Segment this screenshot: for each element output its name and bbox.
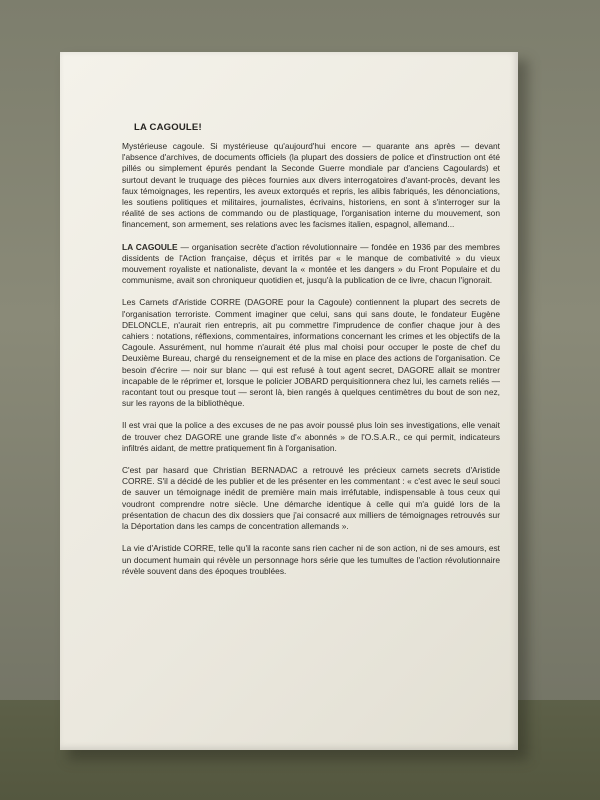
paragraph-1: Mystérieuse cagoule. Si mystérieuse qu'aujourd'hui encore — quarante ans après — devant l'absence d'archives, de documents officiels (la plupart des dossiers de police et d'instruction ont été pillés ou simplement épurés pendant la Seconde Guerre mondiale par d'anciens Cagoulards) et surtout devant le truquage des pièces fournies aux divers interrogatoires d'avant-procès, devant les faux témoignages, les repentirs, les aveux extorqués et repris, les alibis fabriqués, les dénonciations, les soutiens politiques et militaires, journalistes, écrivains, historiens, en sont à s'interroger sur la réalité de ses actions de commando ou de plastiquage, l'organisation interne du mouvement, son financement, son armement, ses relations avec les facismes italien, espagnol, allemand... [122,141,500,230]
cover-title: LA CAGOULE! [134,122,202,133]
paragraph-4: Il est vrai que la police a des excuses de ne pas avoir poussé plus loin ses investigations, elle venait de trouver chez DAGORE une grande liste d'« abonnés » de l'O.S.A.R., ce qui permit, indicateurs infiltrés aidant, de mettre pratiquement fin à l'organisation. [122,420,500,453]
paragraph-5: C'est par hasard que Christian BERNADAC a retrouvé les précieux carnets secrets d'Aristide CORRE. S'il a décidé de les publier et de les présenter en les commentant : « c'est avec le seul souci de sauver un témoignage inédit de première main mais irréfutable, indispensable à tous ceux qui voudront comprendre notre siècle. Une démarche identique à celle qui m'a guidé lors de la présentation de chacun des dix dossiers que j'ai consacré aux milliers de témoignages retrouvés sur la Déportation dans les camps de concentration allemands ». [122,465,500,532]
paragraph-6: La vie d'Aristide CORRE, telle qu'il la raconte sans rien cacher ni de son action, ni de ses amours, est un document humain qui révèle un personnage hors série que les tumultes de l'action révolutionnaire révèle souvent dans des époques troublées. [122,543,500,576]
paragraph-2: LA CAGOULE — organisation secrète d'action révolutionnaire — fondée en 1936 par des membres dissidents de l'Action française, déçus et irrités par « le manque de combativité » du vieux mouvement royaliste et nationaliste, devant la « montée et les dangers » du Front Populaire et du communisme, avait son chroniqueur quotidien et, jusqu'à la publication de ce livre, chacun l'ignorait. [122,241,500,286]
back-cover-text [76,72,506,732]
paragraph-3: Les Carnets d'Aristide CORRE (DAGORE pour la Cagoule) contiennent la plupart des secrets de l'organisation terroriste. Comment imaginer que celui, sans qui sans doute, le fondateur Eugène DELONCLE, n'aurait rien entrepris, ait pu commettre l'imprudence de confier chaque jour à des cahiers : notations, réflexions, commentaires, informations concernant les crimes et les objectifs de la Cagoule. Assurément, nul homme n'aurait été plus mal choisi pour occuper le poste de chef du Deuxième Bureau, chargé du renseignement et de la mise en place des actions de l'organisation. Ce besoin d'écrire — noir sur blanc — qui est refusé à tout agent secret, DAGORE allait se montrer incapable de le réprimer et, lorsque le policier JOBARD perquisitionnera chez lui, les carnets reliés — racontant tout ou presque tout — seront là, bien rangés à quelques centimètres du bout de son nez, sur les rayons de la bibliothèque. [122,297,500,409]
